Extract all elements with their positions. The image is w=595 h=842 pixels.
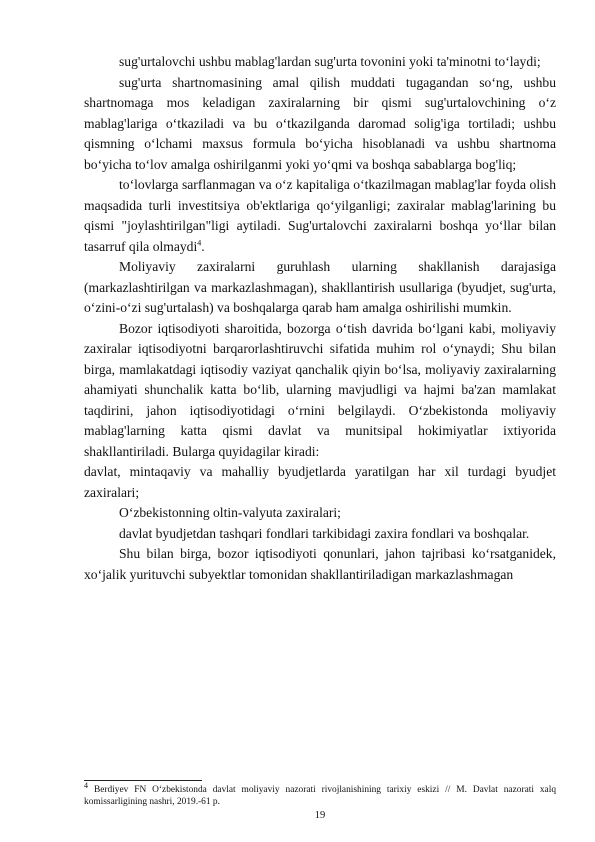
footnote <box>84 780 557 808</box>
paragraph-9: Shu bilan birga, bozor iqtisodiyoti qonunlari, jahon tajribasi ko‘rsatganidek, xo‘jalik yurituvchi subyektlar tomonidan shakllantiriladigan markazlashmagan <box>84 546 556 582</box>
paragraph-1: sug'urtalovchi ushbu mablag'lardan sug'urta tovonini yoki ta'minotni to‘laydi; <box>119 54 541 69</box>
paragraph-3-text: to‘lovlarga sarflanmagan va o‘z kapitaliga o‘tkazilmagan mablag'lar foyda olish maqsadida turli investitsiya ob'ektlariga qo‘yilganligi; zaxiralar mablag'larining bu qismi "joylashtirilgan"ligi aytiladi. Sug'urtalovchi zaxiralarni boshqa yo‘llar bilan tasarruf qila olmaydi <box>84 177 556 254</box>
body-text <box>84 52 556 585</box>
footnote-reference[interactable]: 4 <box>197 237 202 247</box>
footnote-divider <box>84 780 202 781</box>
paragraph-3 <box>84 175 556 257</box>
footnote-marker: 4 <box>84 780 88 790</box>
footnote-reference-suffix: . <box>201 238 205 254</box>
footnote-text: Berdiyev FN O‘zbekistonda davlat moliyaviy nazorati rivojlanishining tarixiy eskizi // M. Davlat nazorati xalq komissarligining nashri, 2019.-61 p. <box>84 785 557 807</box>
paragraph-2: sug'urta shartnomasining amal qilish muddati tugagandan so‘ng, ushbu shartnomaga mos keladigan zaxiralarning bir qismi sug'urtalovchining o‘z mablag'lariga o‘tkaziladi va bu o‘tkazilganda daromad solig'iga tortiladi; ushbu qismning o‘lchami maxsus formula bo‘yicha hisoblanadi va ushbu shartnoma bo‘yicha to‘lov amalga oshirilganmi yoki yo‘qmi va boshqa sabablarga bog'liq; <box>84 74 556 172</box>
page-number: 19 <box>314 810 326 821</box>
paragraph-8: davlat byudjetdan tashqari fondlari tarkibidagi zaxira fondlari va boshqalar. <box>119 525 530 541</box>
paragraph-6: davlat, mintaqaviy va mahalliy byudjetlarda yaratilgan har xil turdagi byudjet zaxiralari; <box>84 464 556 500</box>
paragraph-4: Moliyaviy zaxiralarni guruhlash ularning shakllanish darajasiga (markazlashtirilgan va markazlashmagan), shakllantirish usullariga (byudjet, sug'urta, o‘zini-o‘zi sug'urtalash) va boshqalarga qarab ham amalga oshirilishi mumkin. <box>84 259 556 315</box>
paragraph-5: Bozor iqtisodiyoti sharoitida, bozorga o‘tish davrida bo‘lgani kabi, moliyaviy zaxiralar iqtisodiyotni barqarorlashtiruvchi sifatida muhim rol o‘ynaydi; Shu bilan birga, mamlakatdagi iqtisodiy vaziyat qanchalik qiyin bo‘lsa, moliyaviy zaxiralarning ahamiyati shunchalik katta bo‘lib, ularning mavjudligi va hajmi ba'zan mamlakat taqdirini, jahon iqtisodiyotidagi o‘rnini belgilaydi. O‘zbekistonda moliyaviy mablag'larning katta qismi davlat va munitsipal hokimiyatlar ixtiyorida shakllantiriladi. Bularga quyidagilar kiradi: <box>84 320 556 459</box>
paragraph-7: O‘zbekistonning oltin-valyuta zaxiralari; <box>119 505 341 520</box>
